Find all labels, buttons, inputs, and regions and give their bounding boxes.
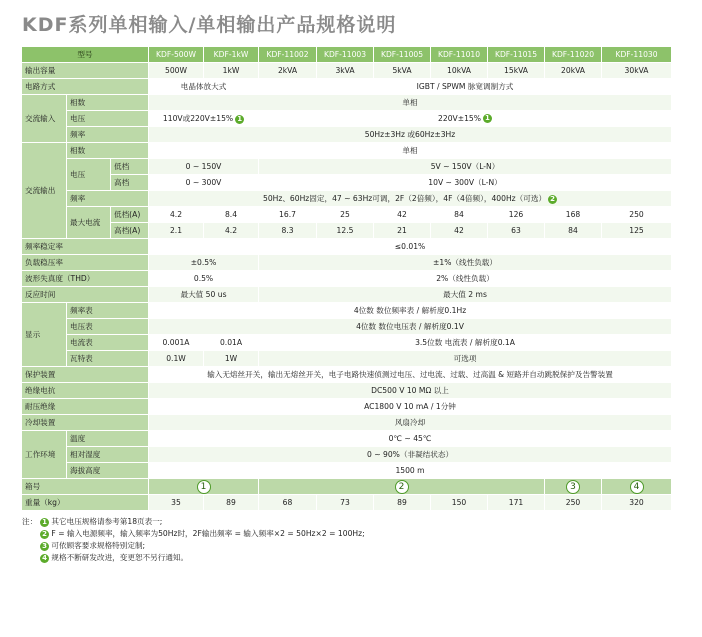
capacity-value: 15kVA bbox=[488, 63, 545, 79]
footnote-item bbox=[22, 528, 365, 540]
ac-input-phase-row bbox=[22, 95, 672, 111]
capacity-value: 5kVA bbox=[374, 63, 431, 79]
ac-output-low-a: 0 ~ 150V bbox=[149, 159, 259, 175]
case-number: 1 bbox=[197, 480, 211, 494]
ac-input-voltage-label: 电压 bbox=[67, 111, 149, 127]
model-name: KDF-11005 bbox=[374, 47, 431, 63]
current-high-value: 12.5 bbox=[317, 223, 374, 239]
ac-input-phase-label: 相数 bbox=[67, 95, 149, 111]
weight-row bbox=[22, 495, 672, 511]
load-regulation-b: ±1%（线性负载） bbox=[259, 255, 672, 271]
thd-b: 2%（线性负载） bbox=[259, 271, 672, 287]
current-low-value: 25 bbox=[317, 207, 374, 223]
current-high-value: 21 bbox=[374, 223, 431, 239]
ac-output-phase-label: 相数 bbox=[67, 143, 149, 159]
insulation-value: DC500 V 10 MΩ 以上 bbox=[149, 383, 672, 399]
thd-a: 0.5% bbox=[149, 271, 259, 287]
current-high-value: 63 bbox=[488, 223, 545, 239]
weight-value: 320 bbox=[602, 495, 672, 511]
capacity-value: 1kW bbox=[204, 63, 259, 79]
response-label: 反应时间 bbox=[22, 287, 149, 303]
env-altitude-label: 海拔高度 bbox=[67, 463, 149, 479]
response-row bbox=[22, 287, 672, 303]
footnote-item bbox=[22, 540, 365, 552]
circuit-row bbox=[22, 79, 672, 95]
model-name: KDF-11010 bbox=[431, 47, 488, 63]
display-current-b: 3.5位数 电流表 / 解析度0.1A bbox=[259, 335, 672, 351]
footnote-number: 1 bbox=[40, 518, 49, 527]
display-current-a2: 0.01A bbox=[204, 335, 259, 351]
circuit-label: 电路方式 bbox=[22, 79, 149, 95]
footnote-item bbox=[22, 552, 365, 564]
case-row bbox=[22, 479, 672, 495]
capacity-value: 2kVA bbox=[259, 63, 317, 79]
env-altitude-value: 1500 m bbox=[149, 463, 672, 479]
load-regulation-row bbox=[22, 255, 672, 271]
insulation-label: 绝缘电抗 bbox=[22, 383, 149, 399]
note-1-badge: 1 bbox=[235, 115, 244, 124]
current-high-value: 84 bbox=[545, 223, 602, 239]
case-number: 4 bbox=[630, 480, 644, 494]
weight-value: 89 bbox=[204, 495, 259, 511]
note-1-badge: 1 bbox=[483, 114, 492, 123]
response-a: 最大值 50 us bbox=[149, 287, 259, 303]
model-header-row bbox=[22, 47, 672, 63]
model-name: KDF-11002 bbox=[259, 47, 317, 63]
page-title: KDF系列单相输入/单相输出产品规格说明 bbox=[22, 14, 397, 36]
current-low-value: 16.7 bbox=[259, 207, 317, 223]
case-group bbox=[259, 479, 545, 495]
ac-output-high-a: 0 ~ 300V bbox=[149, 175, 259, 191]
ac-output-current-high-row bbox=[22, 223, 672, 239]
ac-input-freq-value: 50Hz±3Hz 或60Hz±3Hz bbox=[149, 127, 672, 143]
ac-output-label: 交流输出 bbox=[22, 143, 67, 239]
display-freq-value: 4位数 数位频率表 / 解析度0.1Hz bbox=[149, 303, 672, 319]
display-current-row bbox=[22, 335, 672, 351]
env-temp-value: 0℃ ~ 45℃ bbox=[149, 431, 672, 447]
model-header-label: 型号 bbox=[22, 47, 149, 63]
display-volt-label: 电压表 bbox=[67, 319, 149, 335]
footnote-number: 2 bbox=[40, 530, 49, 539]
display-watt-b: 可选项 bbox=[259, 351, 672, 367]
ac-output-freq-row bbox=[22, 191, 672, 207]
model-name: KDF-11030 bbox=[602, 47, 672, 63]
case-group bbox=[149, 479, 259, 495]
display-volt-row bbox=[22, 319, 672, 335]
weight-value: 150 bbox=[431, 495, 488, 511]
ac-output-freq-label: 频率 bbox=[67, 191, 149, 207]
env-altitude-row bbox=[22, 463, 672, 479]
footnote-text: F = 输入电源频率，输入频率为50Hz时，2F输出频率 = 输入频率×2 = 50Hz×2 = 100Hz; bbox=[51, 529, 365, 538]
env-humidity-label: 相对湿度 bbox=[67, 447, 149, 463]
case-label: 箱号 bbox=[22, 479, 149, 495]
env-temp-row bbox=[22, 431, 672, 447]
load-regulation-a: ±0.5% bbox=[149, 255, 259, 271]
spec-table bbox=[22, 47, 672, 511]
current-low-value: 168 bbox=[545, 207, 602, 223]
env-label: 工作环境 bbox=[22, 431, 67, 479]
thd-row bbox=[22, 271, 672, 287]
current-low-value: 42 bbox=[374, 207, 431, 223]
freq-stability-value: ≤0.01% bbox=[149, 239, 672, 255]
case-group bbox=[545, 479, 602, 495]
protection-label: 保护装置 bbox=[22, 367, 149, 383]
ac-input-voltage-a bbox=[149, 111, 259, 127]
weight-value: 171 bbox=[488, 495, 545, 511]
display-watt-a2: 1W bbox=[204, 351, 259, 367]
freq-stability-row bbox=[22, 239, 672, 255]
weight-value: 89 bbox=[374, 495, 431, 511]
ac-output-low-b: 5V ~ 150V（L-N） bbox=[259, 159, 672, 175]
case-number: 3 bbox=[566, 480, 580, 494]
current-low-value: 84 bbox=[431, 207, 488, 223]
footnote-text: 规格不断研发改进，变更恕不另行通知。 bbox=[51, 553, 189, 562]
ac-output-low-label: 低档 bbox=[111, 159, 149, 175]
display-watt-row bbox=[22, 351, 672, 367]
ac-output-voltage-low-row bbox=[22, 159, 672, 175]
capacity-label: 输出容量 bbox=[22, 63, 149, 79]
current-high-value: 8.3 bbox=[259, 223, 317, 239]
display-current-label: 电流表 bbox=[67, 335, 149, 351]
ac-output-phase-row bbox=[22, 143, 672, 159]
footnote-prefix: 注： bbox=[22, 517, 38, 526]
current-high-value: 2.1 bbox=[149, 223, 204, 239]
current-low-value: 8.4 bbox=[204, 207, 259, 223]
display-freq-label: 频率表 bbox=[67, 303, 149, 319]
current-high-value: 4.2 bbox=[204, 223, 259, 239]
ac-output-current-high-label: 高档(A) bbox=[111, 223, 149, 239]
ac-input-freq-row bbox=[22, 127, 672, 143]
env-temp-label: 温度 bbox=[67, 431, 149, 447]
cooling-row bbox=[22, 415, 672, 431]
withstand-label: 耐压绝缘 bbox=[22, 399, 149, 415]
footnote-text: 其它电压规格请参考第18页表一; bbox=[51, 517, 163, 526]
cooling-label: 冷却装置 bbox=[22, 415, 149, 431]
model-name: KDF-500W bbox=[149, 47, 204, 63]
ac-output-current-label: 最大电流 bbox=[67, 207, 111, 239]
cooling-value: 风扇冷却 bbox=[149, 415, 672, 431]
response-b: 最大值 2 ms bbox=[259, 287, 672, 303]
protection-value: 输入无熔丝开关，输出无熔丝开关，电子电路快速侦测过电压、过电流、过载、过高温 & 短路并自动跳脱保护及告警装置 bbox=[149, 367, 672, 383]
footnote-number: 4 bbox=[40, 554, 49, 563]
footnote-number: 3 bbox=[40, 542, 49, 551]
load-regulation-label: 负载稳压率 bbox=[22, 255, 149, 271]
note-2-badge: 2 bbox=[548, 195, 557, 204]
capacity-value: 10kVA bbox=[431, 63, 488, 79]
capacity-value: 30kVA bbox=[602, 63, 672, 79]
capacity-value: 500W bbox=[149, 63, 204, 79]
footnotes bbox=[22, 516, 365, 564]
ac-output-current-low-row bbox=[22, 207, 672, 223]
model-name: KDF-11015 bbox=[488, 47, 545, 63]
ac-output-high-b: 10V ~ 300V（L-N） bbox=[259, 175, 672, 191]
ac-input-freq-label: 频率 bbox=[67, 127, 149, 143]
weight-value: 68 bbox=[259, 495, 317, 511]
display-label: 显示 bbox=[22, 303, 67, 367]
ac-output-voltage-high-row bbox=[22, 175, 672, 191]
display-watt-a1: 0.1W bbox=[149, 351, 204, 367]
withstand-row bbox=[22, 399, 672, 415]
ac-input-voltage-row bbox=[22, 111, 672, 127]
ac-input-phase-value: 单相 bbox=[149, 95, 672, 111]
protection-row bbox=[22, 367, 672, 383]
capacity-value: 20kVA bbox=[545, 63, 602, 79]
weight-value: 250 bbox=[545, 495, 602, 511]
capacity-row bbox=[22, 63, 672, 79]
weight-value: 35 bbox=[149, 495, 204, 511]
ac-output-current-low-label: 低档(A) bbox=[111, 207, 149, 223]
display-current-a1: 0.001A bbox=[149, 335, 204, 351]
display-volt-value: 4位数 数位电压表 / 解析度0.1V bbox=[149, 319, 672, 335]
weight-value: 73 bbox=[317, 495, 374, 511]
case-group bbox=[602, 479, 672, 495]
current-high-value: 125 bbox=[602, 223, 672, 239]
weight-label: 重量（kg） bbox=[22, 495, 149, 511]
ac-input-voltage-b bbox=[259, 111, 672, 127]
ac-output-voltage-label: 电压 bbox=[67, 159, 111, 191]
env-humidity-value: 0 ~ 90%（非凝结状态） bbox=[149, 447, 672, 463]
withstand-value: AC1800 V 10 mA / 1分钟 bbox=[149, 399, 672, 415]
ac-input-label: 交流输入 bbox=[22, 95, 67, 143]
current-high-value: 42 bbox=[431, 223, 488, 239]
ac-input-voltage-a-text: 110V或220V±15% bbox=[162, 114, 234, 123]
freq-stability-label: 频率稳定率 bbox=[22, 239, 149, 255]
model-name: KDF-1kW bbox=[204, 47, 259, 63]
env-humidity-row bbox=[22, 447, 672, 463]
footnote-item bbox=[22, 516, 365, 528]
insulation-row bbox=[22, 383, 672, 399]
capacity-value: 3kVA bbox=[317, 63, 374, 79]
current-low-value: 250 bbox=[602, 207, 672, 223]
ac-output-phase-value: 单相 bbox=[149, 143, 672, 159]
display-watt-label: 瓦特表 bbox=[67, 351, 149, 367]
ac-input-voltage-b-text: 220V±15% bbox=[438, 113, 481, 123]
current-low-value: 126 bbox=[488, 207, 545, 223]
current-low-value: 4.2 bbox=[149, 207, 204, 223]
ac-output-freq-text: 50Hz、60Hz固定，47 ~ 63Hz可调，2F（2倍频），4F（4倍频），400Hz（可选） bbox=[262, 194, 547, 203]
ac-output-freq-value bbox=[149, 191, 672, 207]
model-name: KDF-11003 bbox=[317, 47, 374, 63]
model-name: KDF-11020 bbox=[545, 47, 602, 63]
circuit-value-a: 电晶体放大式 bbox=[149, 79, 259, 95]
circuit-value-b: IGBT / SPWM 脉宽调制方式 bbox=[259, 79, 672, 95]
thd-label: 波形失真度（THD） bbox=[22, 271, 149, 287]
ac-output-high-label: 高档 bbox=[111, 175, 149, 191]
display-freq-row bbox=[22, 303, 672, 319]
footnote-text: 可依顾客要求规格特别定制; bbox=[51, 541, 146, 550]
case-number: 2 bbox=[395, 480, 409, 494]
